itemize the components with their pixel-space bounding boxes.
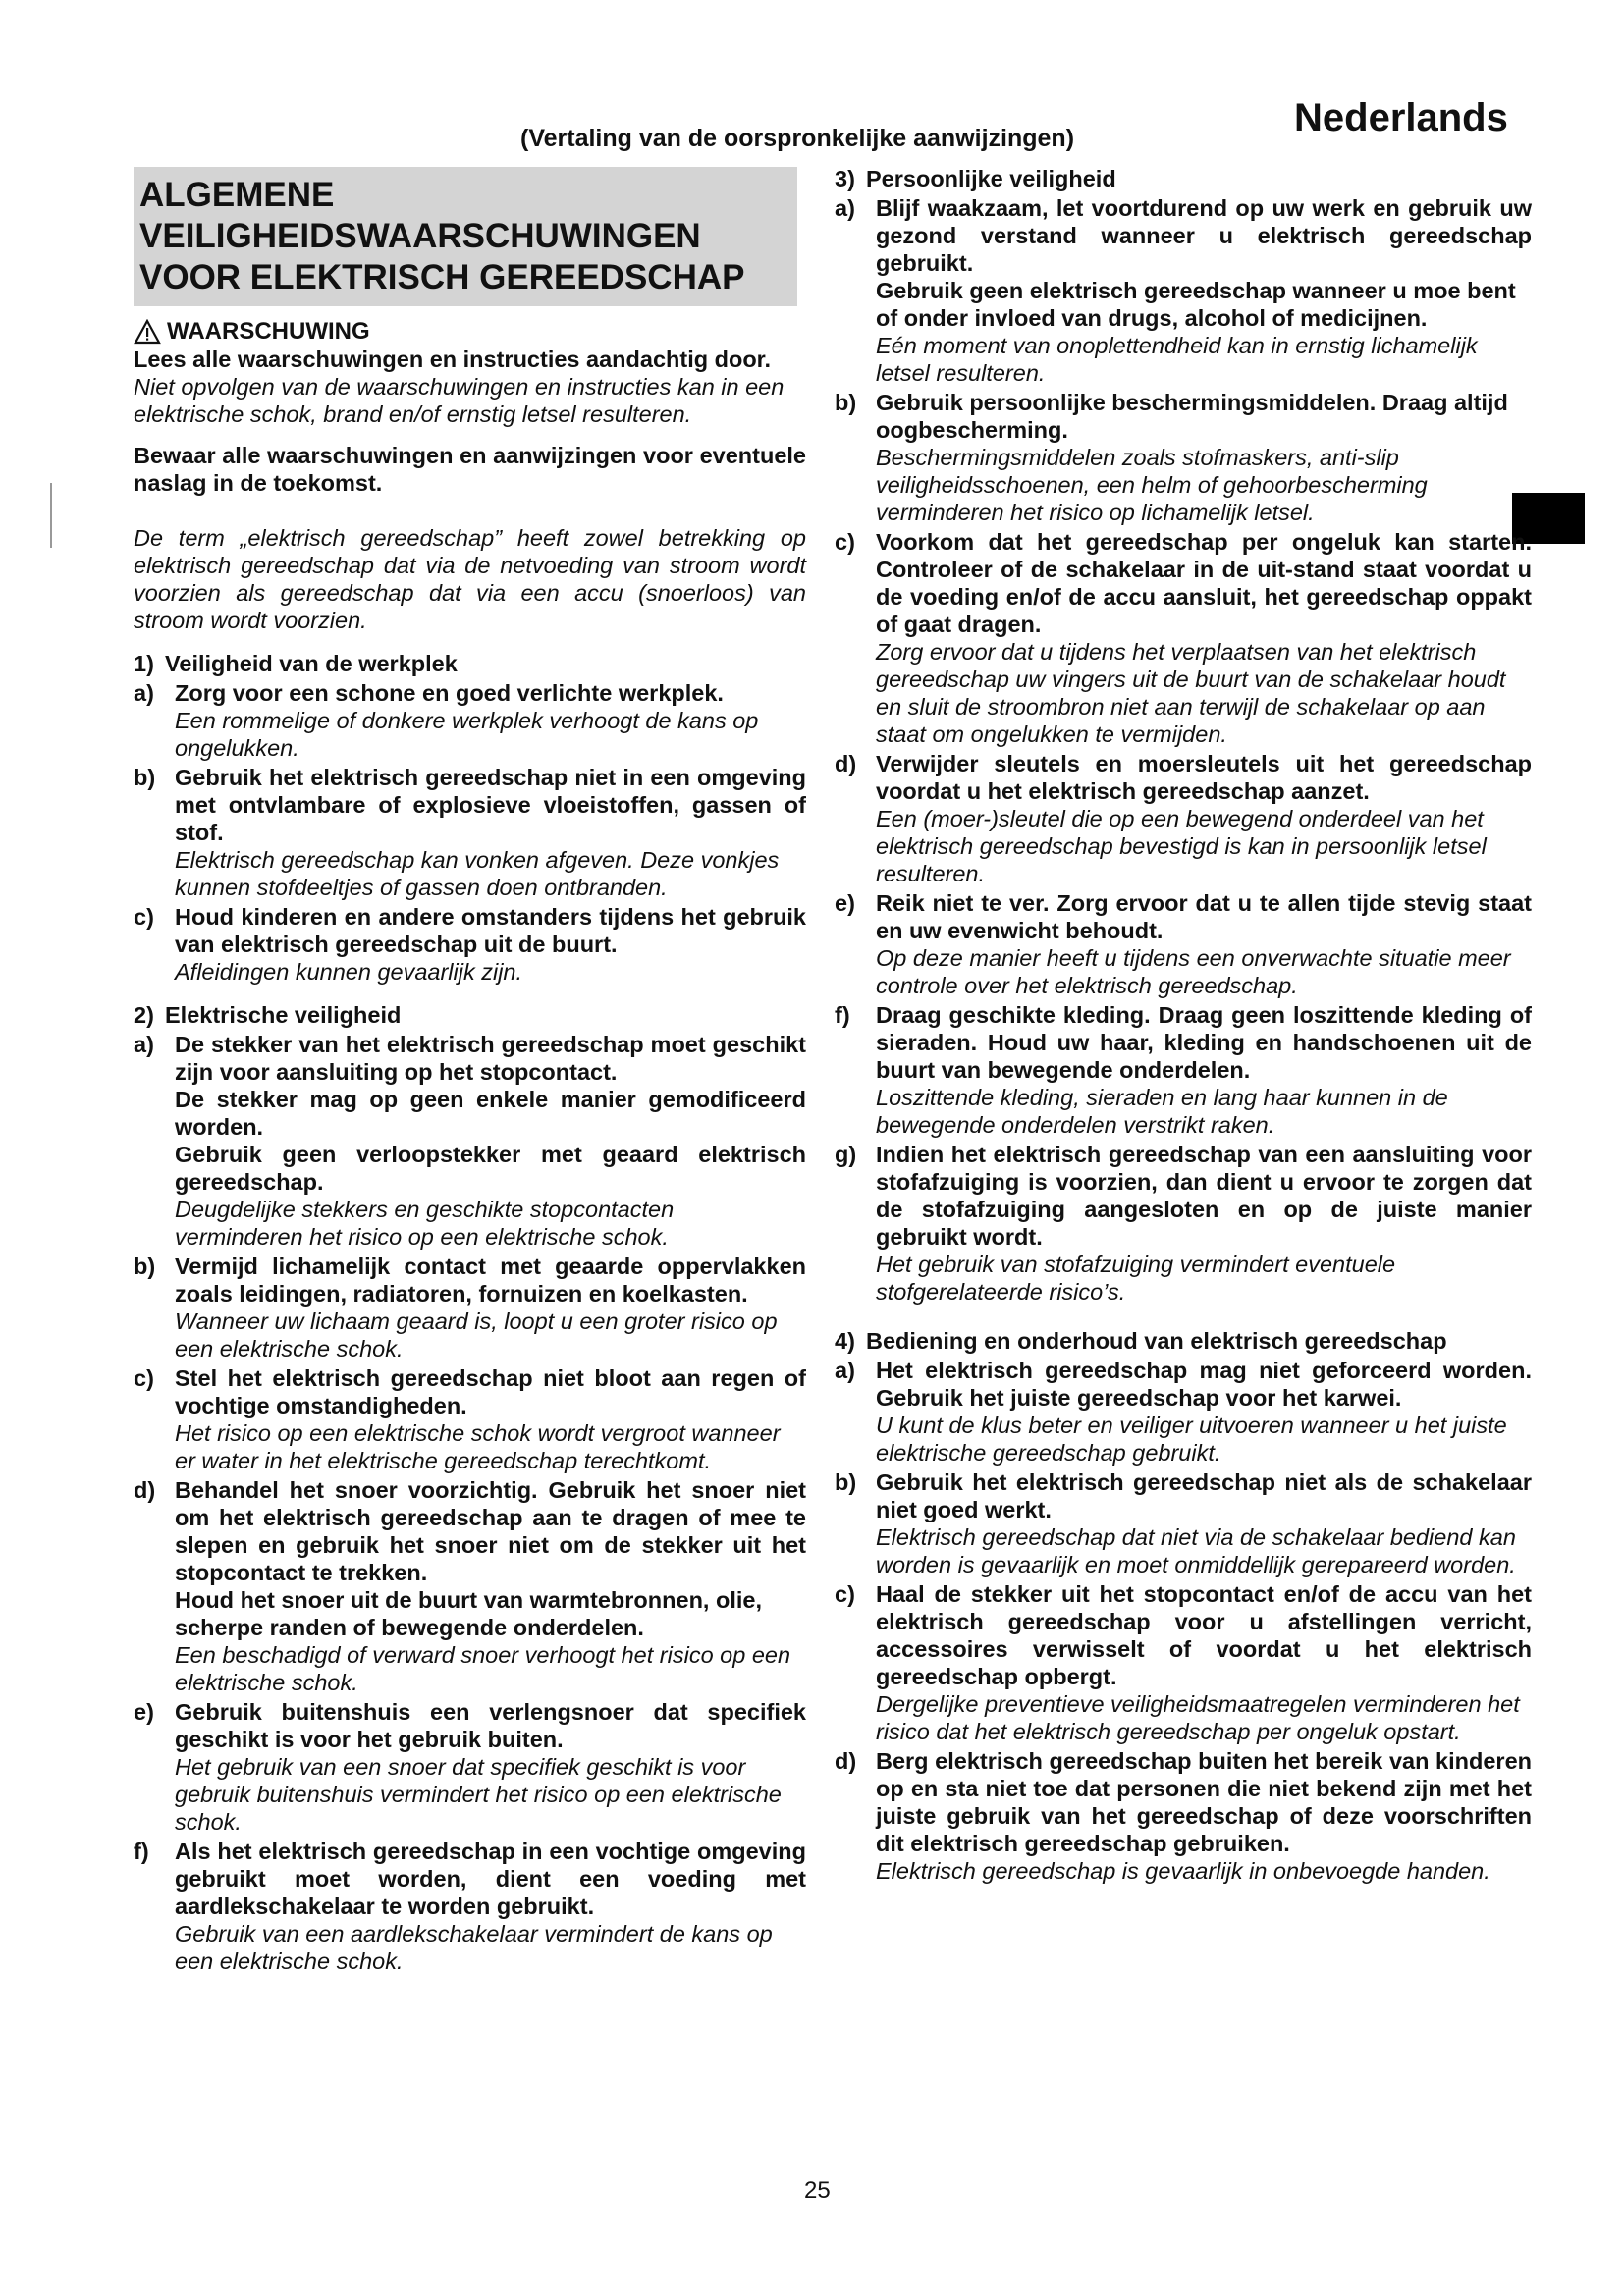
keep-instructions: Bewaar alle waarschuwingen en aanwijzingen voor eventuele naslag in de toekomst.	[134, 443, 806, 496]
list-item	[835, 1141, 1532, 1306]
item-bold: De stekker van het elektrisch gereedschap moet geschikt zijn voor aansluiting op het stopcontact.	[175, 1032, 806, 1085]
list-item	[134, 1253, 806, 1362]
list-item	[134, 1031, 806, 1251]
item-letter: c)	[134, 904, 154, 930]
item-letter: b)	[835, 1469, 857, 1495]
section-4-heading	[835, 1327, 1532, 1355]
item-letter: d)	[835, 1748, 857, 1774]
item-italic: Afleidingen kunnen gevaarlijk zijn.	[175, 959, 523, 985]
section-title: Veiligheid van de werkplek	[165, 651, 458, 676]
item-italic: Zorg ervoor dat u tijdens het verplaatsen van het elektrisch gereedschap uw vingers uit de buurt van de schakelaar houdt en sluit de stroombron niet aan terwijl de schakelaar op aan staat om ongelukken te vermijden.	[876, 639, 1506, 747]
intro-italic: Niet opvolgen van de waarschuwingen en instructies kan in een elektrische schok, brand en/of ernstig letsel resulteren.	[134, 374, 785, 427]
item-bold: Gebruik geen elektrisch gereedschap wanneer u moe bent of onder invloed van drugs, alcohol of medicijnen.	[876, 278, 1516, 331]
item-bold: Blijf waakzaam, let voortdurend op uw werk en gebruik uw gezond verstand wanneer u elektrisch gereedschap gebruikt.	[876, 195, 1532, 276]
list-item	[134, 1838, 806, 1975]
warning-triangle-icon	[134, 319, 161, 345]
item-italic: Op deze manier heeft u tijdens een onverwachte situatie meer controle over het elektrisch gereedschap.	[876, 945, 1511, 998]
item-bold: De stekker mag op geen enkele manier gemodificeerd worden.	[175, 1087, 806, 1140]
page-number: 25	[804, 2177, 831, 2204]
item-italic: Een (moer-)sleutel die op een bewegend onderdeel van het elektrisch gereedschap bevestigd is kan in persoonlijk letsel resulteren.	[876, 806, 1487, 886]
item-italic: Het risico op een elektrische schok wordt vergroot wanneer er water in het elektrische gereedschap terechtkomt.	[175, 1420, 781, 1473]
item-letter: e)	[835, 890, 855, 916]
language-heading: Nederlands	[1294, 96, 1508, 139]
item-letter: a)	[134, 680, 154, 706]
item-letter: f)	[134, 1839, 149, 1864]
item-bold: Draag geschikte kleding. Draag geen loszittende kleding of sieraden. Houd uw haar, kleding en handschoenen uit de buurt van bewegende onderdelen.	[876, 1002, 1532, 1083]
intro-bold: Lees alle waarschuwingen en instructies aandachtig door.	[134, 347, 772, 372]
item-letter: b)	[134, 1254, 156, 1279]
item-italic: Dergelijke preventieve veiligheidsmaatregelen verminderen het risico dat het elektrisch gereedschap per ongeluk opstart.	[876, 1691, 1520, 1744]
term-definition: De term „elektrisch gereedschap” heeft zowel betrekking op elektrisch gereedschap dat via de netvoeding van stroom wordt voorzien als gereedschap dat via een accu (snoerloos) van stroom wordt voorzien.	[134, 525, 806, 633]
item-bold: Gebruik het elektrisch gereedschap niet in een omgeving met ontvlambare of explosieve vloeistoffen, gassen of stof.	[175, 765, 806, 845]
item-bold: Voorkom dat het gereedschap per ongeluk kan starten. Controleer of de schakelaar in de uit-stand staat voordat u de voeding en/of de accu aansluit, het gereedschap oppakt of gaat dragen.	[876, 529, 1532, 637]
item-letter: b)	[835, 390, 857, 415]
item-bold: Gebruik buitenshuis een verlengsnoer dat specifiek geschikt is voor het gebruik buiten.	[175, 1699, 806, 1752]
section-title: Bediening en onderhoud van elektrisch gereedschap	[866, 1328, 1447, 1354]
item-letter: d)	[134, 1477, 156, 1503]
section-3-heading	[835, 165, 1532, 192]
section-2-heading	[134, 1001, 806, 1029]
item-italic: Een beschadigd of verward snoer verhoogt het risico op een elektrische schok.	[175, 1642, 791, 1695]
item-italic: Gebruik van een aardlekschakelaar vermindert de kans op een elektrische schok.	[175, 1921, 773, 1974]
item-bold: Zorg voor een schone en goed verlichte werkplek.	[175, 680, 724, 706]
item-italic: Beschermingsmiddelen zoals stofmaskers, anti-slip veiligheidsschoenen, een helm of gehoorbescherming verminderen het risico op lichamelijk letsel.	[876, 445, 1428, 525]
item-letter: b)	[134, 765, 156, 790]
item-italic: Elektrisch gereedschap kan vonken afgeven. Deze vonkjes kunnen stofdeeltjes of gassen doen ontbranden.	[175, 847, 780, 900]
item-letter: g)	[835, 1142, 857, 1167]
item-bold: Houd kinderen en andere omstanders tijdens het gebruik van elektrisch gereedschap uit de buurt.	[175, 904, 806, 957]
list-item	[835, 1580, 1532, 1745]
section-title: Elektrische veiligheid	[165, 1002, 402, 1028]
list-item	[835, 889, 1532, 999]
item-bold: Verwijder sleutels en moersleutels uit het gereedschap voordat u het elektrisch gereedschap aanzet.	[876, 751, 1532, 804]
list-item	[134, 903, 806, 986]
item-italic: Loszittende kleding, sieraden en lang haar kunnen in de bewegende onderdelen verstrikt raken.	[876, 1085, 1448, 1138]
item-letter: a)	[134, 1032, 154, 1057]
item-bold: Haal de stekker uit het stopcontact en/of de accu van het elektrisch gereedschap voor u afstellingen verricht, accessoires verwisselt of voordat u het elektrisch gereedschap opbergt.	[876, 1581, 1532, 1689]
list-item	[835, 194, 1532, 387]
item-bold: Indien het elektrisch gereedschap van een aansluiting voor stofafzuiging is voorzien, dan dient u ervoor te zorgen dat de stofafzuiging aangesloten en op de juiste manier gebruikt wordt.	[876, 1142, 1532, 1250]
item-letter: d)	[835, 751, 857, 776]
list-item	[835, 1001, 1532, 1139]
list-item	[134, 679, 806, 762]
item-italic: Elektrisch gereedschap is gevaarlijk in onbevoegde handen.	[876, 1858, 1490, 1884]
list-item	[835, 1357, 1532, 1467]
item-bold: Berg elektrisch gereedschap buiten het bereik van kinderen op en sta niet toe dat personen die niet bekend zijn met het juiste gebruik van het gereedschap of deze voorschriften dit elektrisch gereedschap gebruiken.	[876, 1748, 1532, 1856]
item-italic: U kunt de klus beter en veiliger uitvoeren wanneer u het juiste elektrische gereedschap gebruikt.	[876, 1413, 1507, 1466]
list-item	[134, 1698, 806, 1836]
item-letter: c)	[134, 1365, 154, 1391]
item-bold: Het elektrisch gereedschap mag niet geforceerd worden. Gebruik het juiste gereedschap voor het karwei.	[876, 1358, 1532, 1411]
list-item	[835, 389, 1532, 526]
item-italic: Het gebruik van stofafzuiging vermindert eventuele stofgerelateerde risico’s.	[876, 1252, 1396, 1305]
warning-label-row	[134, 318, 806, 346]
item-letter: f)	[835, 1002, 850, 1028]
section-heading: ALGEMENE VEILIGHEIDSWAARSCHUWINGEN VOOR ELEKTRISCH GEREEDSCHAP	[134, 167, 797, 306]
item-letter: a)	[835, 195, 855, 221]
item-bold: Houd het snoer uit de buurt van warmtebronnen, olie, scherpe randen of bewegende onderdelen.	[175, 1587, 762, 1640]
item-italic: Eén moment van onoplettendheid kan in ernstig lichamelijk letsel resulteren.	[876, 333, 1478, 386]
list-item	[835, 750, 1532, 887]
item-letter: c)	[835, 529, 855, 555]
item-bold: Gebruik het elektrisch gereedschap niet als de schakelaar niet goed werkt.	[876, 1469, 1532, 1522]
section-number: 1)	[134, 651, 154, 676]
list-item	[835, 1468, 1532, 1578]
list-item	[134, 764, 806, 901]
item-bold: Gebruik persoonlijke beschermingsmiddelen. Draag altijd oogbescherming.	[876, 390, 1508, 443]
margin-line	[50, 483, 52, 548]
item-letter: a)	[835, 1358, 855, 1383]
item-bold: Stel het elektrisch gereedschap niet bloot aan regen of vochtige omstandigheden.	[175, 1365, 806, 1418]
list-item	[835, 528, 1532, 748]
item-bold: Vermijd lichamelijk contact met geaarde oppervlakken zoals leidingen, radiatoren, fornuizen en koelkasten.	[175, 1254, 806, 1307]
item-italic: Deugdelijke stekkers en geschikte stopcontacten verminderen het risico op een elektrische schok.	[175, 1197, 675, 1250]
item-italic: Een rommelige of donkere werkplek verhoogt de kans op ongelukken.	[175, 708, 759, 761]
item-bold: Als het elektrisch gereedschap in een vochtige omgeving gebruikt moet worden, dient een voeding met aardlekschakelaar te worden gebruikt.	[175, 1839, 806, 1919]
list-item	[835, 1747, 1532, 1885]
section-title: Persoonlijke veiligheid	[866, 166, 1116, 191]
list-item	[134, 1364, 806, 1474]
right-column	[835, 165, 1532, 1885]
left-column	[134, 167, 806, 1975]
item-letter: e)	[134, 1699, 154, 1725]
section-number: 4)	[835, 1328, 855, 1354]
item-letter: c)	[835, 1581, 855, 1607]
section-1-heading	[134, 650, 806, 677]
section-number: 3)	[835, 166, 855, 191]
item-bold: Behandel het snoer voorzichtig. Gebruik het snoer niet om het elektrisch gereedschap aan te dragen of mee te slepen en gebruik het snoer niet om de stekker uit het stopcontact te trekken.	[175, 1477, 806, 1585]
section-number: 2)	[134, 1002, 154, 1028]
document-subtitle: (Vertaling van de oorspronkelijke aanwijzingen)	[520, 125, 1075, 152]
item-italic: Elektrisch gereedschap dat niet via de schakelaar bediend kan worden is gevaarlijk en moet onmiddellijk gerepareerd worden.	[876, 1524, 1516, 1577]
item-bold: Gebruik geen verloopstekker met geaard elektrisch gereedschap.	[175, 1142, 806, 1195]
warning-label: WAARSCHUWING	[167, 318, 370, 345]
item-bold: Reik niet te ver. Zorg ervoor dat u te allen tijde stevig staat en uw evenwicht behoudt.	[876, 890, 1532, 943]
list-item	[134, 1476, 806, 1696]
item-italic: Wanneer uw lichaam geaard is, loopt u een groter risico op een elektrische schok.	[175, 1308, 778, 1362]
item-italic: Het gebruik van een snoer dat specifiek geschikt is voor gebruik buitenshuis vermindert het risico op een elektrische schok.	[175, 1754, 782, 1835]
